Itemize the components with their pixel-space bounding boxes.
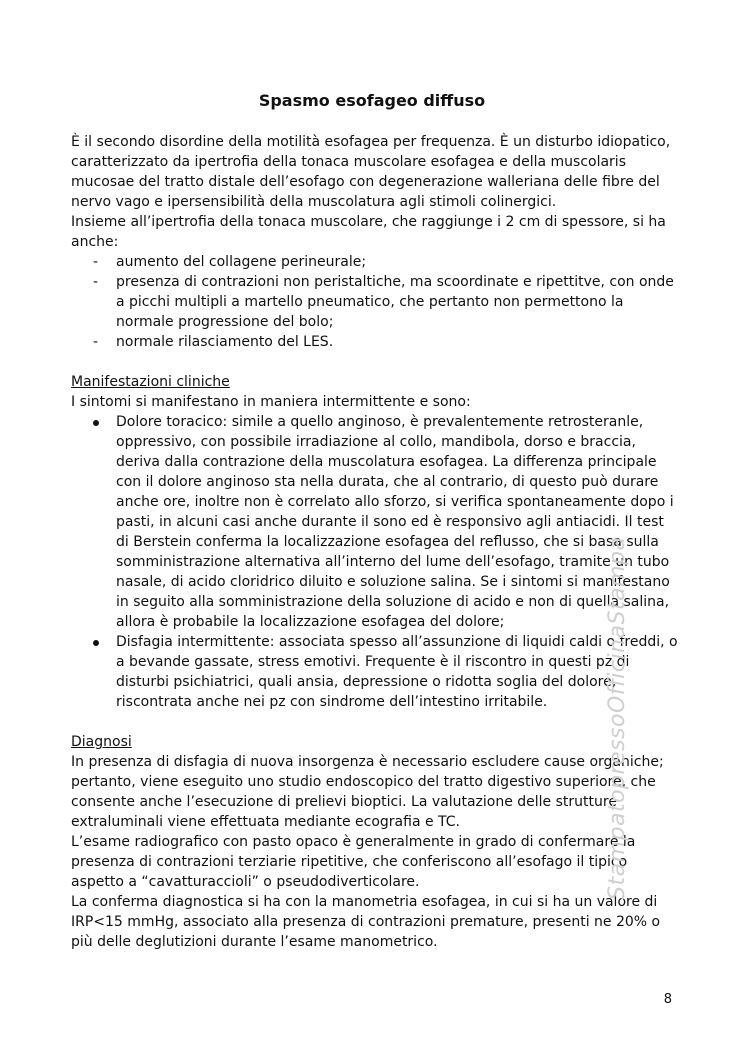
symptom-list xyxy=(71,412,681,712)
feature-list xyxy=(71,252,681,352)
list-item-text: presenza di contrazioni non peristaltiche, ma scoordinate e ripettitve, con onde a picchi multipli a martello pneumatico, che pertanto non permettono la normale progressione del bolo; xyxy=(116,274,674,330)
page-title: Spasmo esofageo diffuso xyxy=(258,91,486,110)
list-item xyxy=(71,332,681,352)
list-item xyxy=(71,412,681,632)
diagnosi-paragraph-3: La conferma diagnostica si ha con la manometria esofagea, in cui si ha un valore di IRP<15 mmHg, associato alla presenza di contrazioni premature, presenti ne 20% o più delle deglutizioni durante l’esame manometrico. xyxy=(71,894,661,950)
watermark-text: StampatopressoOfficinaStampa xyxy=(605,536,630,900)
dash-marker: - xyxy=(93,274,99,290)
dash-marker: - xyxy=(93,334,99,350)
dash-marker: - xyxy=(93,254,99,270)
list-item-text: normale rilasciamento del LES. xyxy=(116,334,334,350)
intro-paragraph: È il secondo disordine della motilità esofagea per frequenza. È un disturbo idiopatico, caratterizzato da ipertrofia della tonaca muscolare esofagea e della muscolaris mucosae del tratto distale dell’esofago con degenerazione walleriana delle fibre del nervo vago e ipersensibilità della muscolatura agli stimoli colinergici. xyxy=(71,134,671,210)
bullet-icon xyxy=(93,420,99,426)
diagnosi-paragraph-1: In presenza di disfagia di nuova insorgenza è necessario escludere cause organiche; pertanto, viene eseguito uno studio endoscopico del tratto digestivo superiore, che consente anche l’esecuzione di prelievi bioptici. La valutazione delle strutture extraluminali viene effettuata mediante ecografia e TC. xyxy=(71,754,664,830)
section-heading-manifestazioni: Manifestazioni cliniche xyxy=(71,374,230,390)
list-item xyxy=(71,252,681,272)
bullet-icon xyxy=(93,640,99,646)
list-item xyxy=(71,632,681,712)
document-body xyxy=(71,132,681,952)
list-item xyxy=(71,272,681,332)
section-lead: I sintomi si manifestano in maniera intermittente e sono: xyxy=(71,394,471,410)
section-heading-diagnosi: Diagnosi xyxy=(71,734,132,750)
list-item-text: Dolore toracico: simile a quello anginoso, è prevalentemente retrosteranle, oppressivo, con possibile irradiazione al collo, mandibola, dorso e braccia, deriva dalla contrazione della muscolatura esofagea. La differenza principale con il dolore anginoso sta nella durata, che al contrario, di questo può durare anche ore, inoltre non è correlato allo sforzo, si verifica spontaneamente dopo i pasti, in alcuni casi anche durante il sono ed è responsivo agli antiacidi. Il test di Berstein conferma la localizzazione esofagea del reflusso, che si basa sulla somministrazione alternativa all’interno del lume dell’esofago, tramite un tubo nasale, di acido cloridrico diluito e soluzione salina. Se i sintomi si manifestano in seguito alla somministrazione della soluzione di acido e non di quella salina, allora è probabile la localizzazione esofagea del dolore; xyxy=(116,414,674,630)
diagnosi-paragraph-2: L’esame radiografico con pasto opaco è generalmente in grado di confermare la presenza di contrazioni terziarie ripetitive, che conferiscono all’esofago il tipico aspetto a “cavatturaccioli” o pseudodiverticolare. xyxy=(71,834,636,890)
section-spacer xyxy=(71,352,681,372)
list-item-text: aumento del collagene perineurale; xyxy=(116,254,367,270)
list-item-text: Disfagia intermittente: associata spesso all’assunzione di liquidi caldi o freddi, o a bevande gassate, stress emotivi. Frequente è il riscontro in questi pz di disturbi psichiatrici, quali ansia, depressione o ridotta soglia del dolore, riscontrata anche nei pz con sindrome dell’intestino irritabile. xyxy=(116,634,678,710)
section-spacer xyxy=(71,712,681,732)
page-number: 8 xyxy=(663,992,672,1007)
intro-paragraph-2: Insieme all’ipertrofia della tonaca muscolare, che raggiunge i 2 cm di spessore, si ha anche: xyxy=(71,214,666,250)
